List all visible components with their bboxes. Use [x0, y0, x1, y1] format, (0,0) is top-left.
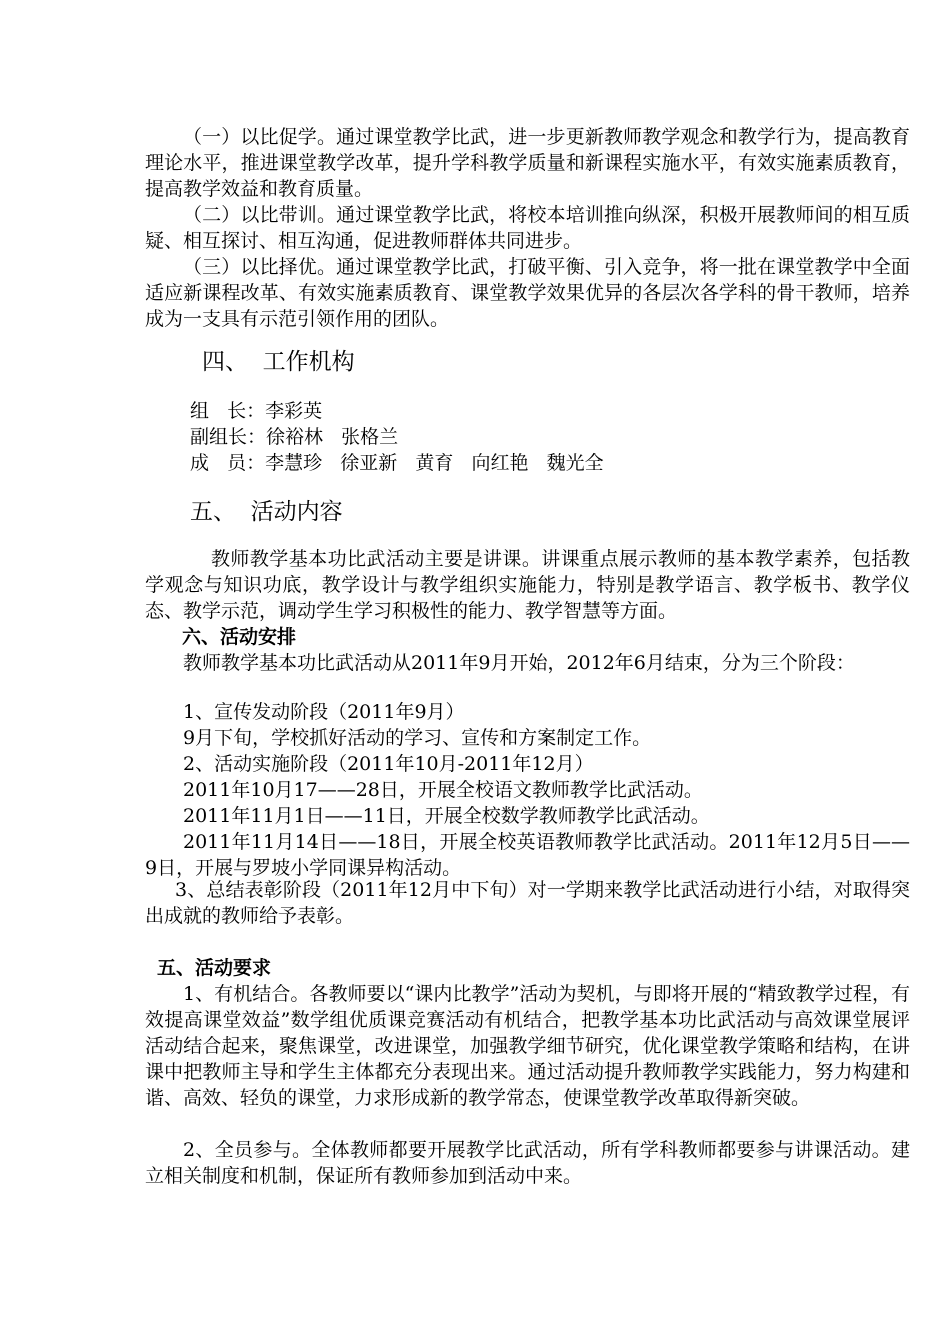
- stage1-title: 1、宣传发动阶段（2011年9月）: [183, 701, 465, 723]
- goal-paragraph-3: （三）以比择优。通过课堂教学比武，打破平衡、引入竞争，将一批在课堂教学中全面适应新课程改革、有效实施素质教育、课堂教学效果优异的各层次各学科的骨干教师，培养成为一支具有示范引领作用的团队。: [145, 256, 910, 330]
- section4-heading: 四、 工作机构: [202, 349, 355, 375]
- goal-paragraph-2: （二）以比带训。通过课堂教学比武，将校本培训推向纵深，积极开展教师间的相互质疑、相互探讨、相互沟通，促进教师群体共同进步。: [145, 204, 910, 252]
- section6-heading: 六、活动安排: [182, 626, 297, 648]
- stage2-math: 2011年11月1日——11日，开展全校数学教师教学比武活动。: [183, 805, 710, 827]
- org-leader: 组 长：李彩英: [190, 400, 323, 422]
- goal-paragraph-1: （一）以比促学。通过课堂教学比武，进一步更新教师教学观念和教学行为，提高教育理论水平，推进课堂教学改革，提升学科教学质量和新课程实施水平，有效实施素质教育，提高教学效益和教育质量。: [145, 126, 910, 200]
- schedule-intro: 教师教学基本功比武活动从2011年9月开始，2012年6月结束，分为三个阶段：: [183, 652, 855, 674]
- section7-heading: 五、活动要求: [157, 957, 272, 979]
- org-vice-leaders: 副组长：徐裕林 张格兰: [190, 426, 399, 448]
- stage1-detail: 9月下旬，学校抓好活动的学习、宣传和方案制定工作。: [183, 727, 652, 749]
- requirement-2: 2、全员参与。全体教师都要开展教学比武活动，所有学科教师都要参与讲课活动。建立相关制度和机制，保证所有教师参加到活动中来。: [145, 1139, 910, 1187]
- stage3-summary: 3、总结表彰阶段（2011年12月中下旬）对一学期来教学比武活动进行小结，对取得突出成就的教师给予表彰。: [145, 879, 910, 927]
- stage2-english: 2011年11月14日——18日，开展全校英语教师教学比武活动。2011年12月5日——9日，开展与罗坡小学同课异构活动。: [145, 831, 910, 879]
- stage2-title: 2、活动实施阶段（2011年10月-2011年12月）: [183, 753, 594, 775]
- section5-heading: 五、 活动内容: [190, 499, 343, 525]
- stage2-chinese: 2011年10月17——28日，开展全校语文教师教学比武活动。: [183, 779, 703, 801]
- org-members: 成 员：李慧珍 徐亚新 黄育 向红艳 魏光全: [190, 452, 604, 474]
- requirement-1: 1、有机结合。各教师要以“课内比教学”活动为契机，与即将开展的“精致教学过程，有效提高课堂效益”数学组优质课竞赛活动有机结合，把教学基本功比武活动与高效课堂展评活动结合起来，聚焦课堂，改进课堂，加强教学细节研究，优化课堂教学策略和结构，在讲课中把教师主导和学生主体都充分表现出来。通过活动提升教师教学实践能力，努力构建和谐、高效、轻负的课堂，力求形成新的教学常态，使课堂教学改革取得新突破。: [145, 983, 910, 1109]
- section5-body: 教师教学基本功比武活动主要是讲课。讲课重点展示教师的基本教学素养，包括教学观念与知识功底，教学设计与教学组织实施能力，特别是教学语言、教学板书、教学仪态、教学示范，调动学生学习积极性的能力、教学智慧等方面。: [145, 548, 910, 622]
